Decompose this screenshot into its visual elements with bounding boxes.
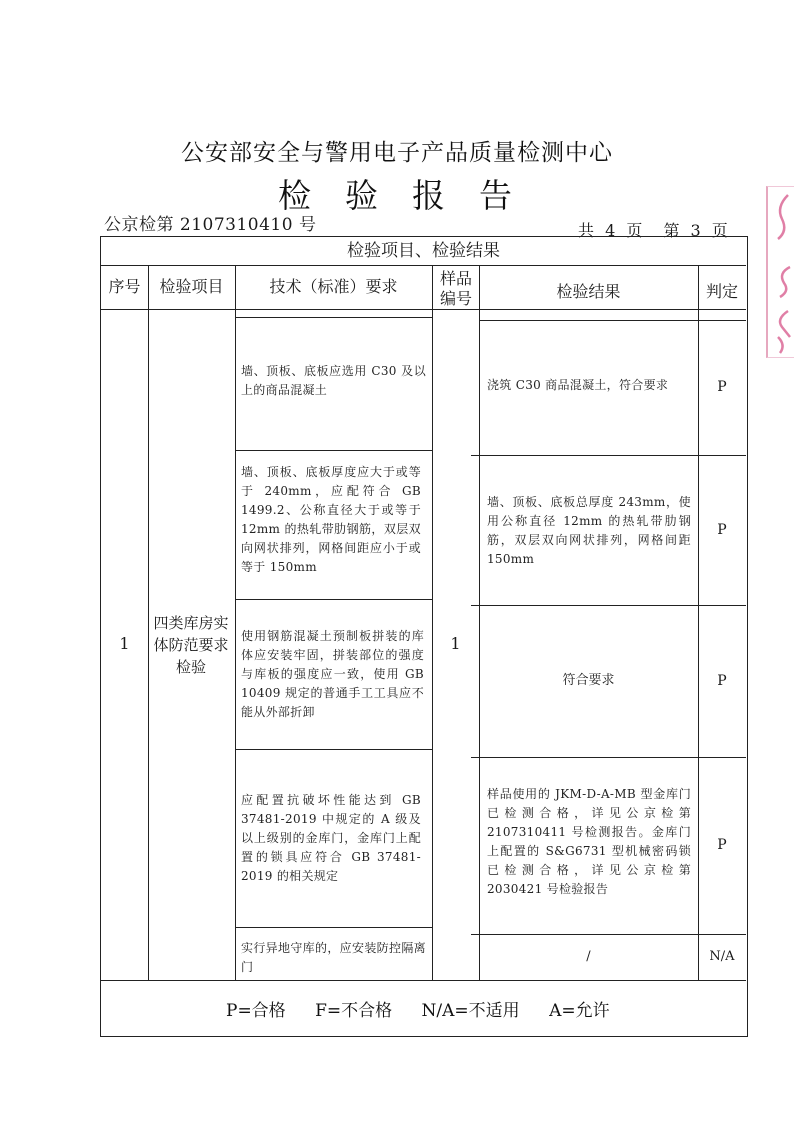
judgment-cell: P: [717, 379, 727, 396]
divider: [148, 265, 149, 980]
result-text: 墙、顶板、底板总厚度 243mm，使用公称直径 12mm 的热轧带肋钢筋，双层双向网状排列，网格间距 150mm: [487, 495, 691, 566]
divider: [235, 265, 236, 980]
requirement-text: 墙、顶板、底板厚度应大于或等于 240mm，应配符合 GB 1499.2、公称直径大于或等于 12mm 的热轧带肋钢筋，双层双向网状排列，网格间距应小于或等于 150mm: [241, 465, 421, 574]
report-title: 检验报告: [278, 176, 546, 215]
item-cell: 四类库房实体防范要求检验: [153, 613, 229, 676]
organization-title: 公安部安全与警用电子产品质量检测中心: [181, 140, 613, 166]
divider: [235, 927, 432, 928]
result-text: /: [586, 948, 591, 964]
divider: [235, 599, 432, 600]
column-header-sample-no: 样品编号: [439, 269, 472, 308]
column-header-seq: 序号: [108, 276, 141, 296]
legend-na: N/A=不适用: [421, 1001, 520, 1021]
table-caption: 检验项目、检验结果: [347, 240, 500, 261]
column-header-result: 检验结果: [556, 282, 621, 302]
legend-pass: P=合格: [226, 1001, 286, 1021]
judgment-cell: P: [717, 837, 727, 854]
legend-fail: F=不合格: [315, 1001, 393, 1021]
total-pages: 共 4 页: [578, 221, 643, 240]
requirement-text: 实行异地守库的，应安装防控隔离门: [241, 941, 426, 974]
judgment-cell: N/A: [709, 948, 735, 964]
seq-cell: 1: [119, 634, 130, 654]
divider: [235, 450, 432, 451]
seal-stamp-icon: [768, 187, 794, 357]
divider: [101, 980, 746, 981]
legend: [226, 996, 632, 1021]
column-header-requirement: 技术（标准）要求: [269, 276, 398, 296]
legend-allow: A=允许: [549, 1001, 610, 1021]
judgment-cell: P: [717, 521, 727, 538]
results-table: [100, 236, 748, 1037]
result-text: 浇筑 C30 商品混凝土，符合要求: [487, 378, 669, 392]
column-header-judgment: 判定: [705, 282, 738, 302]
seal-stamp-edge: [766, 186, 794, 358]
result-text: 样品使用的 JKM-D-A-MB 型金库门已检测合格，详见公京检第 2107310411 号检测报告。金库门上配置的 S&G6731 型机械密码锁已检测合格，详见公京检第 2030421 号检验报告: [487, 787, 691, 896]
current-page: 第 3 页: [663, 221, 728, 240]
requirement-text: 墙、顶板、底板应选用 C30 及以上的商品混凝土: [241, 364, 426, 397]
divider: [235, 317, 432, 318]
column-header-item: 检验项目: [159, 276, 224, 296]
requirement-text: 应配置抗破坏性能达到 GB 37481-2019 中规定的 A 级及以上级别的金库门，金库门上配置的锁具应符合 GB 37481-2019 的相关规定: [241, 793, 421, 883]
report-number: 公京检第 2107310410 号: [104, 215, 317, 235]
result-text: 符合要求: [562, 672, 615, 688]
sample-no-cell: 1: [450, 634, 461, 654]
divider: [235, 749, 432, 750]
requirement-text: 使用钢筋混凝土预制板拼装的库体应安装牢固，拼装部位的强度与库板的强度应一致，使用 GB 10409 规定的普通手工工具应不能从外部折卸: [241, 629, 424, 719]
judgment-cell: P: [717, 672, 727, 689]
